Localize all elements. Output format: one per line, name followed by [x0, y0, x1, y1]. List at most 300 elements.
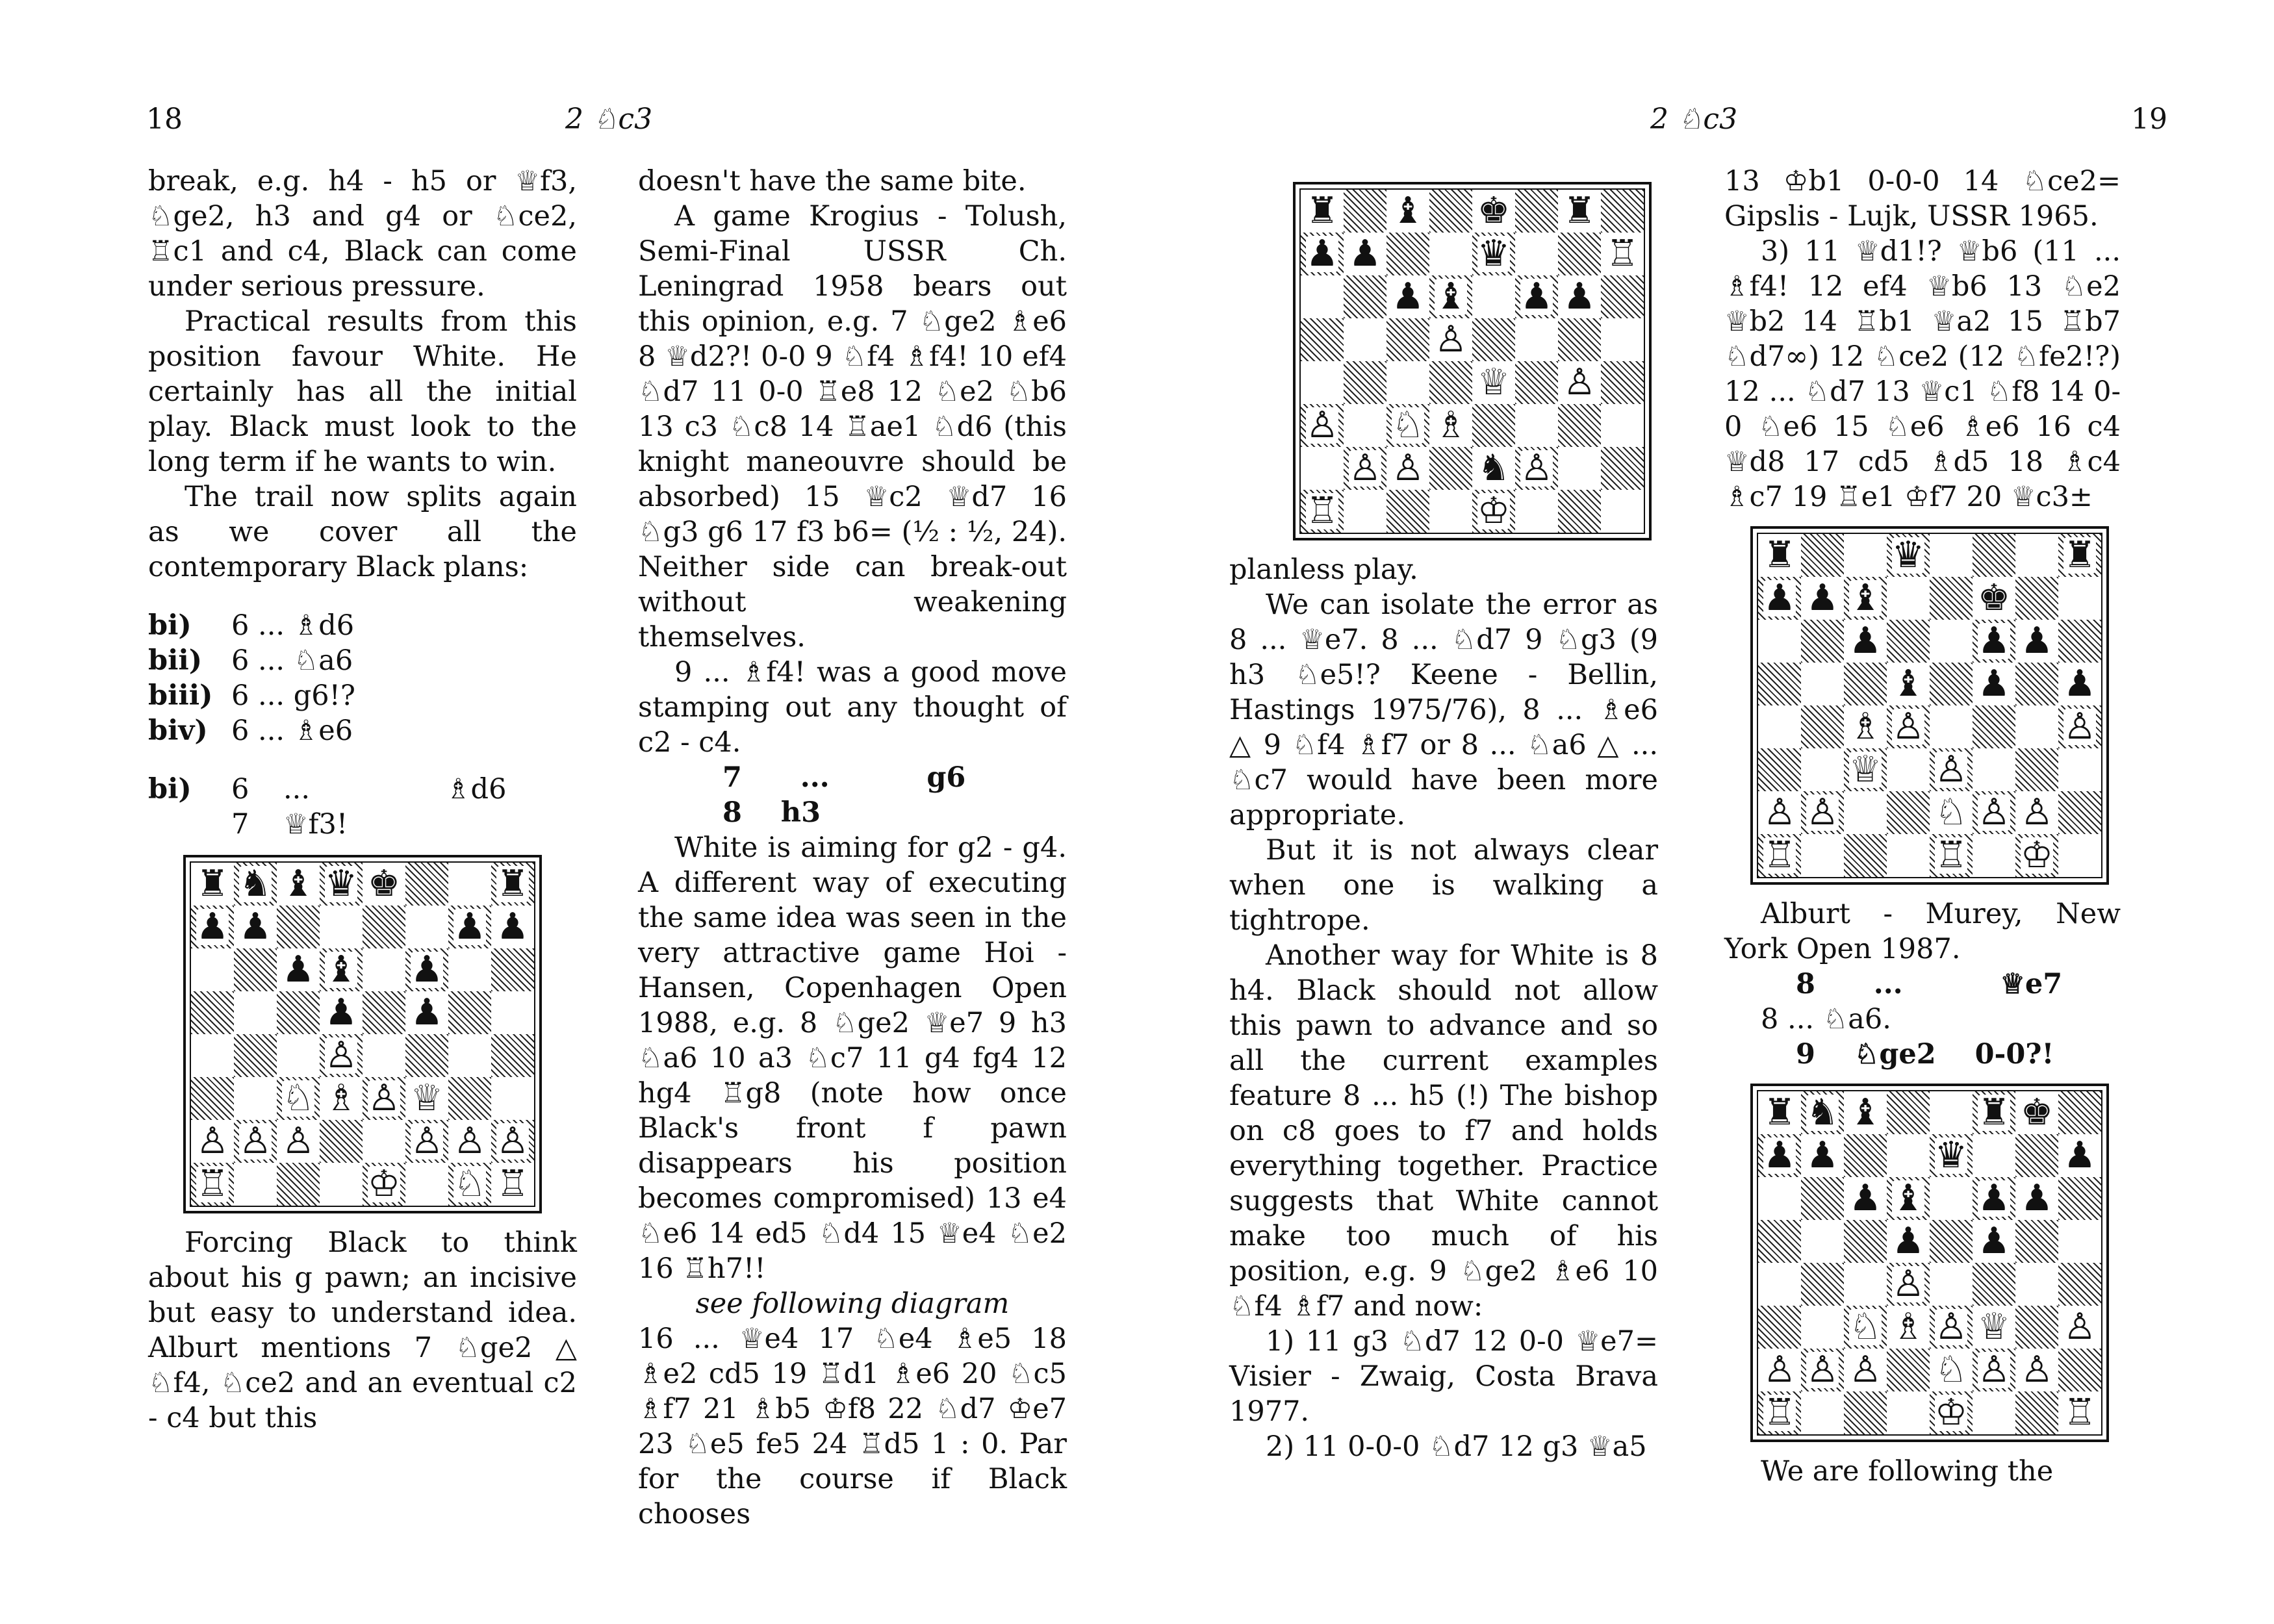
board-square	[448, 1120, 491, 1163]
board-square	[1801, 791, 1844, 834]
chess-piece: ♔	[2020, 834, 2054, 876]
board-square	[1844, 1306, 1887, 1349]
board-square	[191, 1120, 234, 1163]
board-square	[2015, 834, 2058, 877]
chess-piece: ♛	[324, 863, 358, 905]
board-square	[320, 1120, 363, 1163]
column-1	[148, 164, 577, 1436]
board-square	[1301, 318, 1344, 361]
chess-piece: ♘	[453, 1163, 487, 1205]
paragraph: 8 ... ♘a6.	[1761, 1003, 1891, 1035]
chess-piece: ♙	[2020, 1349, 2054, 1391]
board-square	[191, 1163, 234, 1206]
board-square	[1973, 834, 2015, 877]
board-square	[1973, 1263, 2015, 1306]
board-square	[1558, 318, 1601, 361]
chess-diagram	[1293, 182, 1652, 540]
board-square	[1973, 748, 2015, 791]
board-square	[1386, 490, 1429, 533]
chess-piece: ♙	[1434, 318, 1468, 361]
chess-piece: ♚	[1977, 577, 2011, 619]
board-square	[2015, 705, 2058, 748]
plan-list	[148, 608, 577, 748]
board-square	[1344, 275, 1386, 318]
board-square	[1472, 447, 1515, 490]
board-square	[363, 1163, 405, 1206]
board-square	[1887, 620, 1930, 663]
board-square	[1301, 490, 1344, 533]
chess-piece: ♟	[1763, 577, 1796, 619]
board-square	[1930, 1263, 1973, 1306]
board-square	[405, 1163, 448, 1206]
paragraph: Alburt - Murey, New York Open 1987.	[1724, 898, 2121, 965]
board-square	[191, 1077, 234, 1120]
chess-piece: ♜	[2063, 534, 2097, 576]
paragraph: break, e.g. h4 - h5 or ♕f3, ♘ge2, h3 and g4 or ♘ce2, ♖c1 and c4, Black can come under serious pressure.	[148, 165, 577, 303]
board-square	[1801, 705, 1844, 748]
paragraph: doesn't have the same bite.	[638, 165, 1027, 197]
chess-piece: ♟	[281, 948, 315, 991]
chess-piece: ♙	[496, 1120, 530, 1162]
chess-piece: ♕	[1477, 361, 1511, 403]
board-square	[1515, 361, 1558, 404]
board-square	[277, 991, 320, 1034]
board-square	[234, 1120, 277, 1163]
chess-piece: ♕	[1977, 1306, 2011, 1348]
board-square	[2058, 1177, 2101, 1220]
chess-piece: ♕	[1848, 748, 1882, 791]
board-square	[1887, 748, 1930, 791]
board-square	[1801, 1306, 1844, 1349]
board-square	[1844, 1263, 1887, 1306]
chess-piece: ♜	[1763, 534, 1796, 576]
chess-piece: ♟	[1891, 1220, 1925, 1262]
board-square	[320, 1034, 363, 1077]
move-line: 9 ♘ge2 0-0?!	[1796, 1038, 2054, 1071]
board-square	[491, 991, 534, 1034]
board-square	[1758, 1220, 1801, 1263]
paragraph: 1) 11 g3 ♘d7 12 0-0 ♕e7= Visier - Zwaig, Costa Brava 1977.	[1229, 1325, 1658, 1428]
chess-piece: ♟	[196, 906, 229, 948]
board-square	[1844, 1177, 1887, 1220]
board-square	[1558, 361, 1601, 404]
board-square	[1844, 663, 1887, 705]
board-square	[1758, 705, 1801, 748]
board-square	[1973, 1177, 2015, 1220]
board-square	[2058, 748, 2101, 791]
chess-piece: ♙	[1305, 404, 1339, 446]
board-square	[491, 1120, 534, 1163]
chess-piece: ♟	[1977, 1220, 2011, 1262]
chess-piece: ♔	[1477, 490, 1511, 532]
board-square	[1930, 620, 1973, 663]
board-square	[1887, 1306, 1930, 1349]
board-square	[1973, 1091, 2015, 1134]
board-square	[2058, 577, 2101, 620]
right-page	[1137, 0, 2274, 1624]
chess-piece: ♗	[324, 1077, 358, 1119]
chess-piece: ♚	[2020, 1091, 2054, 1134]
board-square	[2015, 1177, 2058, 1220]
board-square	[2015, 748, 2058, 791]
board-square	[1429, 361, 1472, 404]
board-square	[2015, 1220, 2058, 1263]
board-square	[1887, 791, 1930, 834]
paragraph: 3) 11 ♕d1!? ♕b6 (11 ... ♗f4! 12 ef4 ♕b6 13 ♘e2 ♕b2 14 ♖b1 ♕a2 15 ♖b7 ♘d7∞) 12 ♘ce2 (12 ♘fe2!?) 12 ... ♘d7 13 ♕c1 ♘f8 14 0-0 ♘e6 15 ♘e6 ♗e6 16 c4 ♕d8 17 cd5 ♗d5 18 ♗c4 ♗c7 19 ♖e1 ♔f7 20 ♕c3±	[1724, 235, 2121, 513]
chess-piece: ♙	[1977, 791, 2011, 833]
board-square	[1515, 275, 1558, 318]
chess-piece: ♙	[281, 1120, 315, 1162]
board-square	[2058, 1306, 2101, 1349]
chess-piece: ♝	[1891, 1177, 1925, 1219]
chess-piece: ♙	[1763, 791, 1796, 833]
board-square	[1844, 1349, 1887, 1391]
board-square	[1801, 1220, 1844, 1263]
chess-piece: ♜	[1763, 1091, 1796, 1134]
board-square	[1601, 447, 1644, 490]
chess-piece: ♟	[2020, 620, 2054, 662]
chess-piece: ♘	[1934, 791, 1968, 833]
chess-diagram	[1750, 526, 2109, 885]
paragraph: planless play.	[1229, 553, 1418, 586]
plan-item: biv) 6 ... ♗e6	[148, 715, 353, 747]
board-square	[234, 991, 277, 1034]
board-square	[1344, 447, 1386, 490]
board-square	[1472, 361, 1515, 404]
chess-piece: ♝	[1848, 1091, 1882, 1134]
board-square	[2015, 620, 2058, 663]
board-square	[491, 1077, 534, 1120]
board-square	[1515, 233, 1558, 275]
chess-piece: ♙	[453, 1120, 487, 1162]
chess-piece: ♜	[496, 863, 530, 905]
board-square	[1973, 1391, 2015, 1434]
chess-piece: ♝	[1391, 190, 1425, 232]
board-square	[277, 1034, 320, 1077]
board-square	[1344, 233, 1386, 275]
board-square	[1301, 447, 1344, 490]
board-square	[1887, 1349, 1930, 1391]
chess-piece: ♖	[1934, 834, 1968, 876]
board-square	[1758, 1306, 1801, 1349]
board-square	[277, 863, 320, 906]
board-square	[191, 991, 234, 1034]
chess-piece: ♟	[1977, 663, 2011, 705]
board-square	[1973, 705, 2015, 748]
board-square	[1386, 275, 1429, 318]
chess-piece: ♝	[281, 863, 315, 905]
chess-piece: ♗	[1848, 705, 1882, 748]
chess-piece: ♟	[410, 948, 444, 991]
board-square	[1930, 748, 1973, 791]
chess-piece: ♙	[1891, 1263, 1925, 1305]
board-square	[405, 1034, 448, 1077]
board-square	[363, 991, 405, 1034]
page-number: 18	[146, 103, 183, 136]
chess-piece: ♟	[2020, 1177, 2054, 1219]
board-square	[234, 863, 277, 906]
board-square	[277, 1163, 320, 1206]
paragraph: Practical results from this position favour White. He certainly has all the initial play. Black must look to the long term if he wants to win.	[148, 305, 577, 478]
chess-piece: ♟	[1848, 620, 1882, 662]
board-square	[1429, 404, 1472, 447]
paragraph: But it is not always clear when one is walking a tightrope.	[1229, 834, 1658, 937]
board-square	[1429, 490, 1472, 533]
board-square	[1801, 577, 1844, 620]
board-square	[1558, 447, 1601, 490]
board-square	[1344, 318, 1386, 361]
board-square	[1386, 361, 1429, 404]
board-square	[1758, 577, 1801, 620]
board-square	[277, 1077, 320, 1120]
board-square	[2058, 534, 2101, 577]
paragraph: 16 ... ♕e4 17 ♘e4 ♗e5 18 ♗e2 cd5 19 ♖d1 ♗e6 20 ♘c5 ♗f7 21 ♗b5 ♔f8 22 ♘d7 ♔e7 23 ♘e5 fe5 24 ♖d5 1 : 0. Par for the course if Black chooses	[638, 1323, 1067, 1530]
board-square	[1801, 1177, 1844, 1220]
board-square	[1887, 1091, 1930, 1134]
board-square	[1973, 620, 2015, 663]
board-square	[405, 863, 448, 906]
board-square	[1801, 663, 1844, 705]
board-square	[1386, 447, 1429, 490]
board-square	[1344, 361, 1386, 404]
chess-piece: ♟	[1305, 233, 1339, 275]
board-square	[2058, 1391, 2101, 1434]
board-square	[1973, 1306, 2015, 1349]
board-square	[491, 1034, 534, 1077]
board-square	[1301, 190, 1344, 233]
board-square	[1930, 1306, 1973, 1349]
board-square	[1887, 577, 1930, 620]
board-square	[1515, 490, 1558, 533]
paragraph: 9 ... ♗f4! was a good move stamping out any thought of c2 - c4.	[638, 656, 1067, 759]
chess-piece: ♖	[1305, 490, 1339, 532]
board-square	[1801, 1349, 1844, 1391]
board-square	[491, 863, 534, 906]
board-square	[1973, 1220, 2015, 1263]
board-square	[1844, 1091, 1887, 1134]
board-square	[1472, 404, 1515, 447]
board-square	[1887, 705, 1930, 748]
chess-piece: ♗	[1434, 404, 1468, 446]
board-square	[1887, 1177, 1930, 1220]
board-square	[363, 906, 405, 948]
chess-piece: ♟	[1977, 1177, 2011, 1219]
plan-item: biii) 6 ... g6!?	[148, 679, 355, 712]
board-square	[363, 1034, 405, 1077]
board-square	[448, 1034, 491, 1077]
board-square	[234, 1034, 277, 1077]
chess-piece: ♞	[238, 863, 272, 905]
board-square	[1601, 318, 1644, 361]
chess-piece: ♙	[1934, 1306, 1968, 1348]
board-square	[2058, 620, 2101, 663]
chess-piece: ♖	[1605, 233, 1639, 275]
board-square	[320, 1163, 363, 1206]
chess-piece: ♙	[1348, 447, 1382, 489]
board-square	[1558, 275, 1601, 318]
paragraph: A game Krogius - Tolush, Semi-Final USSR Ch. Leningrad 1958 bears out this opinion, e.g. 7 ♘ge2 ♗e6 8 ♕d2?! 0-0 9 ♘f4 ♗f4! 10 ef4 ♘d7 11 0-0 ♖e8 12 ♘e2 ♘b6 13 c3 ♘c8 14 ♖ae1 ♘d6 (this knight maneouvre should be absorbed) 15 ♕c2 ♕d7 16 ♘g3 g6 17 f3 b6= (½ : ½, 24). Neither side can break-out without weakening themselves.	[638, 200, 1067, 653]
board-square	[191, 906, 234, 948]
chess-piece: ♙	[1934, 748, 1968, 791]
board-square	[1930, 577, 1973, 620]
board-square	[491, 1163, 534, 1206]
chess-piece: ♟	[1806, 1134, 1839, 1176]
board-square	[363, 948, 405, 991]
chess-piece: ♙	[1520, 447, 1553, 489]
chess-piece: ♜	[1977, 1091, 2011, 1134]
board-square	[2015, 1091, 2058, 1134]
board-square	[320, 863, 363, 906]
chess-piece: ♔	[1934, 1391, 1968, 1434]
board-square	[1515, 447, 1558, 490]
chess-piece: ♟	[1848, 1177, 1882, 1219]
board-square	[2058, 705, 2101, 748]
board-square	[2015, 1134, 2058, 1177]
chess-piece: ♟	[238, 906, 272, 948]
board-square	[1758, 1134, 1801, 1177]
board-square	[2058, 834, 2101, 877]
board-square	[405, 991, 448, 1034]
chess-piece: ♚	[1477, 190, 1511, 232]
board-square	[277, 906, 320, 948]
chess-piece: ♛	[1891, 534, 1925, 576]
board-square	[2015, 1349, 2058, 1391]
board-square	[2058, 1349, 2101, 1391]
board-square	[1472, 490, 1515, 533]
paragraph: White is aiming for g2 - g4. A different way of executing the same idea was seen in the very attractive game Hoi - Hansen, Copenhagen Open 1988, e.g. 8 ♘ge2 ♕e7 9 h3 ♘a6 10 a3 ♘c7 11 g4 fg4 12 hg4 ♖g8 (note how once Black's front f pawn disappears his position becomes compromised) 13 e4 ♘e6 14 ed5 ♘d4 15 ♕e4 ♘e2 16 ♖h7!!	[638, 831, 1067, 1285]
board-square	[1930, 1391, 1973, 1434]
chess-piece: ♙	[2063, 1306, 2097, 1348]
board-square	[1930, 1220, 1973, 1263]
board-square	[2058, 1263, 2101, 1306]
board-square	[1801, 834, 1844, 877]
board-square	[1344, 490, 1386, 533]
chess-piece: ♙	[324, 1034, 358, 1076]
board-square	[1301, 233, 1344, 275]
chess-piece: ♜	[196, 863, 229, 905]
board-square	[1973, 791, 2015, 834]
chess-piece: ♖	[1763, 1391, 1796, 1434]
board-square	[1515, 318, 1558, 361]
board-square	[1386, 233, 1429, 275]
paragraph: Forcing Black to think about his g pawn; an incisive but easy to understand idea. Alburt mentions 7 ♘ge2 △ ♘f4, ♘ce2 and an eventual c2 - c4 but this	[148, 1226, 577, 1434]
chess-piece: ♟	[410, 991, 444, 1034]
main-move-block: bi) 6 ... ♗d6 7 ♕f3!	[148, 773, 507, 841]
board-square	[1429, 233, 1472, 275]
move-line: 7 ... g6	[722, 761, 966, 794]
board-square	[1558, 190, 1601, 233]
board-square	[1758, 791, 1801, 834]
board-square	[1429, 318, 1472, 361]
board-square	[1801, 1091, 1844, 1134]
board-square	[1601, 233, 1644, 275]
board-square	[448, 906, 491, 948]
board-square	[1887, 1220, 1930, 1263]
chess-piece: ♙	[1763, 1349, 1796, 1391]
chess-piece: ♜	[1563, 190, 1596, 232]
board-square	[448, 948, 491, 991]
board-square	[448, 1163, 491, 1206]
chess-piece: ♙	[410, 1120, 444, 1162]
board-square	[1758, 534, 1801, 577]
chess-piece: ♕	[410, 1077, 444, 1119]
board-square	[1386, 318, 1429, 361]
board-square	[1844, 834, 1887, 877]
board-square	[1930, 663, 1973, 705]
board-square	[363, 1120, 405, 1163]
column-2	[638, 164, 1067, 1532]
board-square	[320, 1077, 363, 1120]
board-square	[1844, 748, 1887, 791]
board-square	[1758, 1349, 1801, 1391]
chess-piece: ♙	[196, 1120, 229, 1162]
running-head: 2 ♘c3	[565, 103, 653, 136]
board-square	[363, 1077, 405, 1120]
board-square	[1472, 190, 1515, 233]
board-square	[1930, 791, 1973, 834]
board-square	[2015, 534, 2058, 577]
chess-piece: ♙	[238, 1120, 272, 1162]
board-square	[191, 948, 234, 991]
chess-piece: ♛	[1477, 233, 1511, 275]
board-square	[1844, 1391, 1887, 1434]
board-square	[1758, 748, 1801, 791]
board-square	[1515, 190, 1558, 233]
chess-piece: ♟	[1520, 275, 1553, 318]
board-square	[491, 948, 534, 991]
board-square	[1515, 404, 1558, 447]
board-square	[1472, 275, 1515, 318]
board-square	[1558, 490, 1601, 533]
board-square	[1973, 1134, 2015, 1177]
chess-piece: ♟	[496, 906, 530, 948]
chess-piece: ♟	[1977, 620, 2011, 662]
paragraph: Another way for White is 8 h4. Black should not allow this pawn to advance and so all the current examples feature 8 ... h5 (!) The bishop on c8 goes to f7 and holds everything together. Practice suggests that White cannot make too much of his position, e.g. 9 ♘ge2 ♗e6 10 ♘f4 ♗f7 and now:	[1229, 939, 1658, 1323]
move-line: 8 h3	[722, 796, 821, 829]
move-line: 8 ... ♕e7	[1796, 968, 2063, 1000]
board-square	[405, 1077, 448, 1120]
board-square	[1930, 534, 1973, 577]
chess-piece: ♟	[1763, 1134, 1796, 1176]
board-square	[234, 1077, 277, 1120]
board-square	[1887, 1391, 1930, 1434]
board-square	[1801, 748, 1844, 791]
chess-piece: ♝	[1848, 577, 1882, 619]
board-square	[1887, 1134, 1930, 1177]
board-square	[1887, 834, 1930, 877]
chess-piece: ♝	[324, 948, 358, 991]
board-square	[234, 906, 277, 948]
board-square	[1844, 791, 1887, 834]
plan-item: bii) 6 ... ♘a6	[148, 644, 353, 677]
board-square	[363, 863, 405, 906]
column-4	[1724, 164, 2121, 1489]
board-square	[405, 906, 448, 948]
chess-diagram	[183, 855, 542, 1213]
board-square	[2058, 1134, 2101, 1177]
chess-piece: ♙	[1891, 705, 1925, 748]
board-square	[1887, 663, 1930, 705]
board-square	[1344, 190, 1386, 233]
board-square	[405, 948, 448, 991]
board-square	[1930, 1349, 1973, 1391]
board-square	[1301, 361, 1344, 404]
board-square	[405, 1120, 448, 1163]
board-square	[1887, 1263, 1930, 1306]
board-square	[320, 948, 363, 991]
caption: see following diagram	[695, 1288, 1010, 1320]
chess-piece: ♙	[1806, 1349, 1839, 1391]
